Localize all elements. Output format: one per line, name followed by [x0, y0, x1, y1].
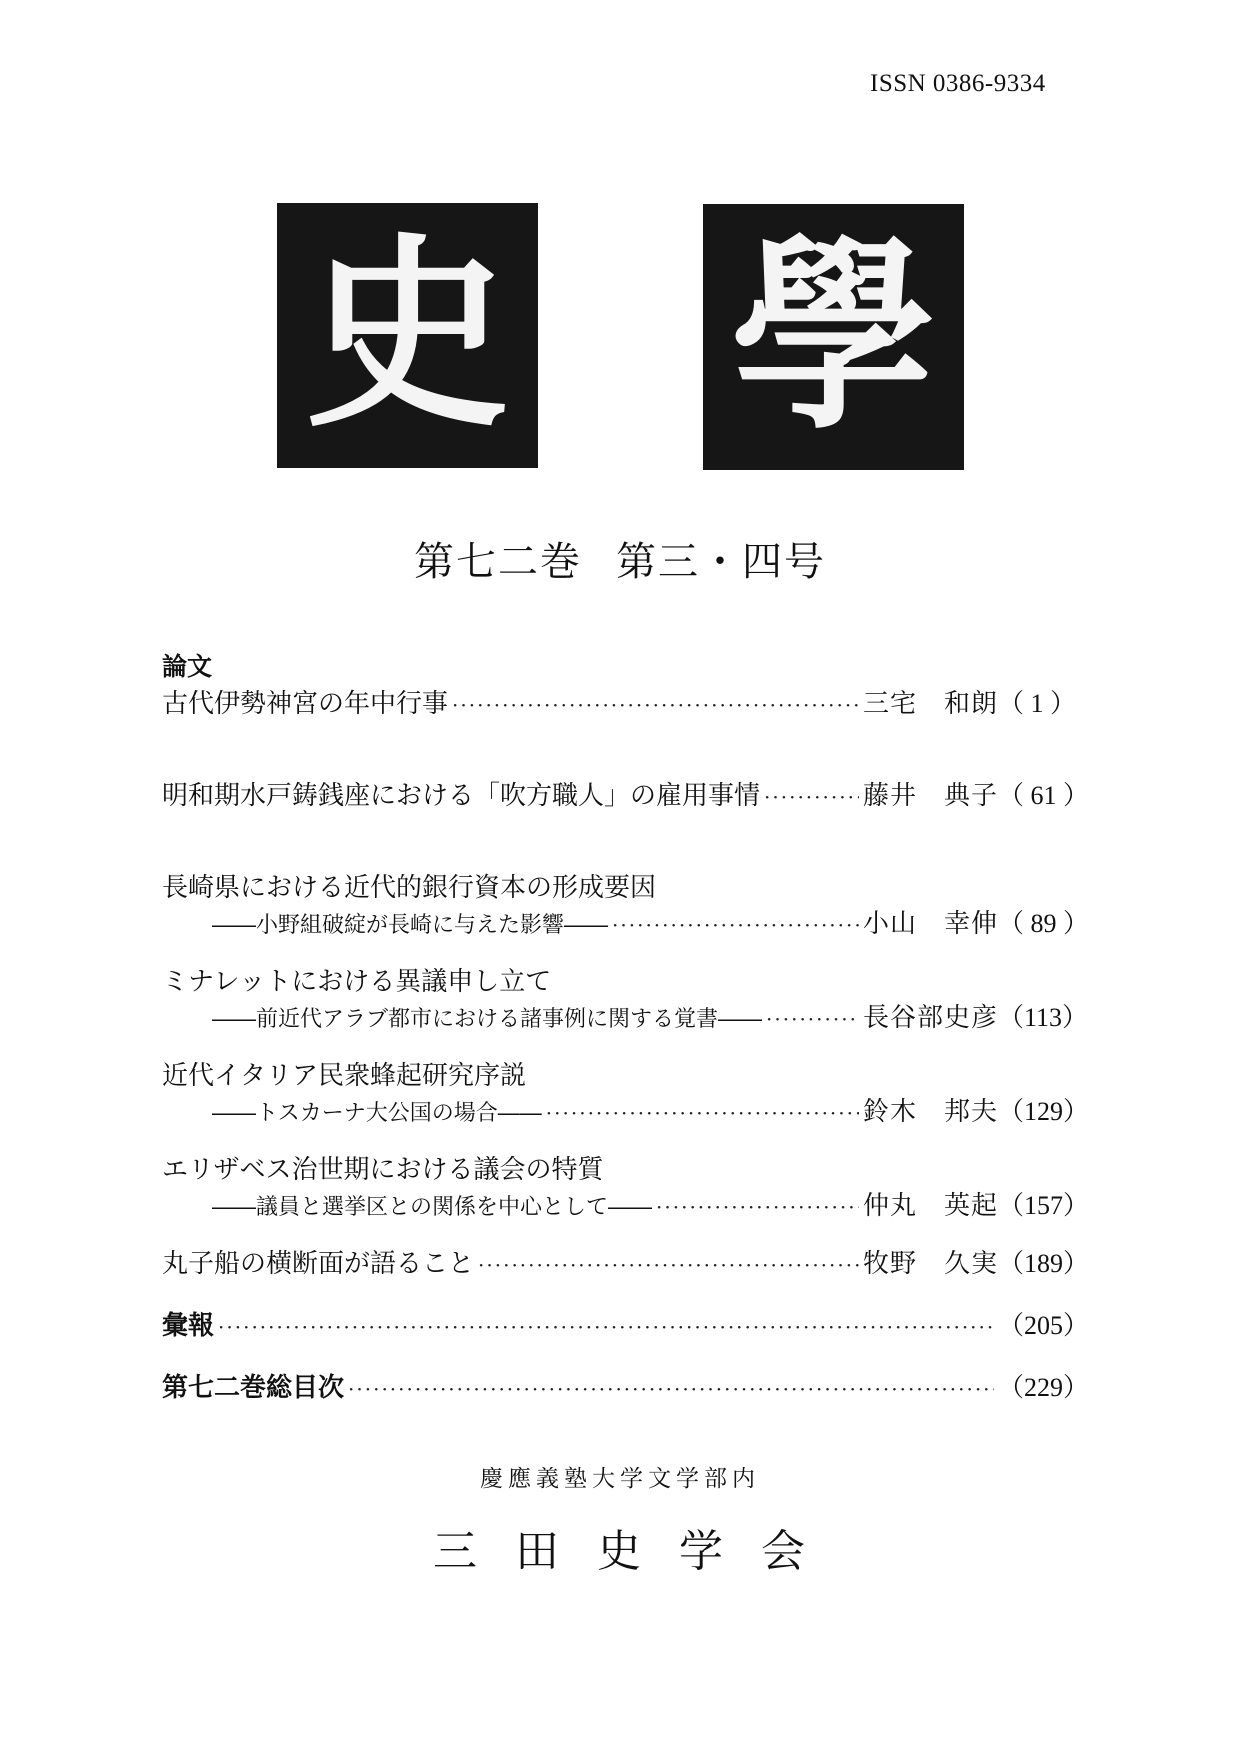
entry-page: （113） [998, 1003, 1089, 1032]
entry-subtitle: ――前近代アラブ都市における諸事例に関する覚書―― [212, 1007, 763, 1032]
entry-subtitle: ――議員と選挙区との関係を中心として―― [212, 1195, 653, 1220]
leader-dots [452, 687, 859, 723]
entry-page: （157） [998, 1191, 1090, 1220]
entry-page: （ 1 ） [998, 689, 1077, 718]
toc-entry[interactable] [162, 1058, 1090, 1130]
publisher-department: 慶應義塾大学文学部内 [480, 1466, 760, 1492]
entry-title: 長崎県における近代的銀行資本の形成要因 [162, 873, 657, 903]
entry-title: 第七二巻総目次 [162, 1373, 345, 1403]
entry-title: エリザベス治世期における議会の特質 [162, 1155, 604, 1185]
table-of-contents [162, 648, 1090, 1406]
entry-page: （ 61 ） [998, 781, 1090, 810]
entry-author: 鈴木 邦夫 [862, 1097, 998, 1127]
entry-title: 古代伊勢神宮の年中行事 [162, 689, 449, 719]
leader-dots [218, 1309, 994, 1345]
toc-entry-index[interactable] [162, 1370, 1090, 1406]
leader-dots [348, 1371, 994, 1407]
volume-issue-line [0, 530, 1240, 587]
entry-page: （129） [998, 1097, 1090, 1126]
entry-author: 仲丸 英起 [862, 1191, 998, 1221]
issn-number: ISSN 0386-9334 [870, 70, 1046, 97]
toc-entry[interactable] [162, 964, 1089, 1036]
entry-title: 明和期水戸鋳銭座における「吹方職人」の雇用事情 [162, 781, 761, 811]
entry-author: 小山 幸伸 [862, 909, 998, 939]
toc-entry[interactable] [162, 686, 1077, 722]
entry-title: ミナレットにおける異議申し立て [162, 967, 552, 997]
entry-subtitle: ――トスカーナ大公国の場合―― [212, 1101, 542, 1126]
section-heading-articles: 論文 [162, 652, 213, 681]
entry-author: 長谷部史彦 [862, 1003, 998, 1033]
entry-page: （229） [998, 1373, 1090, 1402]
toc-entry[interactable] [162, 870, 1090, 942]
title-char-1: 史 [305, 215, 510, 455]
title-block-left [277, 203, 538, 468]
entry-page: （189） [998, 1249, 1090, 1278]
entry-author: 三宅 和朗 [862, 689, 998, 719]
entry-title: 彙報 [162, 1311, 215, 1341]
volume-number: 第七二巻 [414, 539, 582, 585]
leader-dots [478, 1247, 859, 1283]
toc-entry[interactable] [162, 1152, 1090, 1224]
toc-entry-news[interactable] [162, 1308, 1090, 1344]
title-char-2: 學 [731, 216, 936, 457]
entry-subtitle: ――小野組破綻が長崎に与えた影響―― [212, 913, 609, 938]
toc-entry[interactable] [162, 1246, 1090, 1282]
title-block-right [703, 204, 964, 470]
toc-entry[interactable] [162, 778, 1090, 814]
leader-dots [546, 1095, 859, 1131]
issue-number: 第三・四号 [616, 539, 826, 585]
entry-author: 牧野 久実 [862, 1249, 998, 1279]
leader-dots [766, 1001, 859, 1037]
entry-title: 丸子船の横断面が語ること [162, 1249, 475, 1279]
entry-title: 近代イタリア民衆蜂起研究序説 [162, 1061, 527, 1091]
leader-dots [656, 1189, 859, 1225]
leader-dots [764, 779, 859, 815]
entry-page: （ 89 ） [998, 909, 1090, 938]
entry-author: 藤井 典子 [862, 781, 998, 811]
leader-dots [612, 907, 859, 943]
entry-page: （205） [998, 1311, 1090, 1340]
publisher-name: 三田史学会 [433, 1526, 843, 1577]
